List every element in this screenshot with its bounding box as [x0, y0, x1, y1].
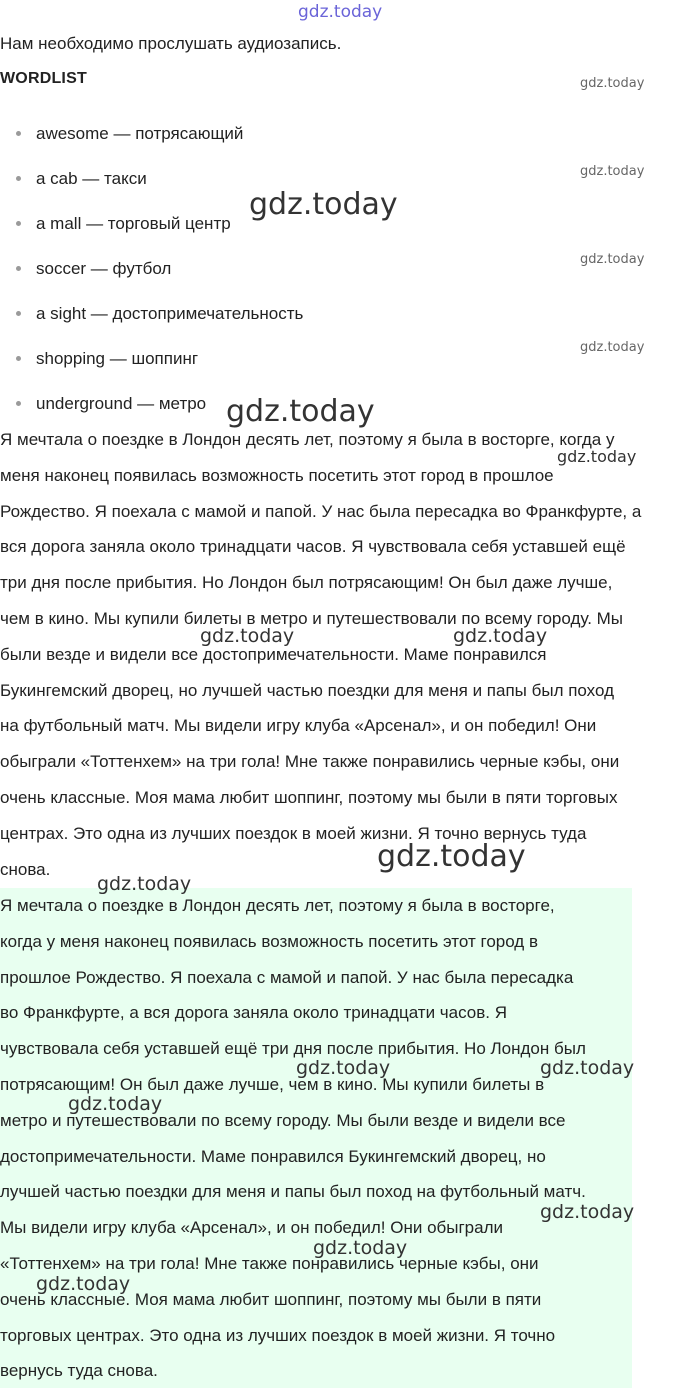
story-line: Я мечтала о поездке в Лондон десять лет, поэтому я была в восторге, когда у: [0, 430, 615, 449]
watermark: gdz.today: [580, 164, 645, 179]
answer-line: во Франкфурте, а вся дорога заняла около тринадцати часов. Я: [0, 1003, 508, 1023]
answer-line: очень классные. Моя мама любит шоппинг, поэтому мы были в пяти: [0, 1289, 542, 1309]
wordlist-item: shopping — шоппинг: [0, 336, 303, 381]
answer-text: [0, 888, 635, 1389]
watermark: gdz.today: [377, 839, 526, 874]
wordlist-item: soccer — футбол: [0, 246, 303, 291]
answer-line: чувствовала себя уставшей ещё три дня после прибытия. Но Лондон был: [0, 1039, 586, 1059]
story-line: меня наконец появилась возможность посетить этот город в прошлое: [0, 465, 554, 485]
watermark: gdz.today: [36, 1273, 131, 1295]
story-line: очень классные. Моя мама любит шоппинг, поэтому мы были в пяти торговых: [0, 787, 618, 807]
story-line: вся дорога заняла около тринадцати часов. Я чувствовала себя уставшей ещё: [0, 537, 626, 557]
watermark: gdz.today: [298, 2, 383, 22]
bullet-icon: [16, 131, 21, 136]
answer-line: торговых центрах. Это одна из лучших поездок в моей жизни. Я точно: [0, 1325, 556, 1345]
answer-line: лучшей частью поездки для меня и папы был поход на футбольный матч.: [0, 1182, 586, 1202]
wordlist-item: a sight — достопримечательность: [0, 291, 303, 336]
answer-line: Я мечтала о поездке в Лондон десять лет, поэтому я была в восторге,: [0, 896, 555, 915]
watermark: gdz.today: [580, 252, 645, 267]
watermark: gdz.today: [580, 340, 645, 355]
intro-text: Нам необходимо прослушать аудиозапись.: [0, 34, 342, 53]
story-text: [0, 422, 680, 887]
wordlist-item: a cab — такси: [0, 156, 303, 201]
story-line: обыграли «Тоттенхем» на три гола! Мне также понравились черные кэбы, они: [0, 752, 620, 772]
watermark: gdz.today: [226, 394, 375, 429]
watermark: gdz.today: [453, 625, 548, 647]
bullet-icon: [16, 266, 21, 271]
story-line: были везде и видели все достопримечательности. Маме понравился: [0, 644, 547, 664]
watermark: gdz.today: [296, 1057, 391, 1079]
watermark: gdz.today: [68, 1093, 163, 1115]
story-line: Рождество. Я поехала с мамой и папой. У нас была пересадка во Франкфурте, а: [0, 501, 642, 521]
answer-line: «Тоттенхем» на три гола! Мне также понравились черные кэбы, они: [0, 1253, 539, 1273]
answer-line: вернусь туда снова.: [0, 1361, 158, 1381]
bullet-icon: [16, 311, 21, 316]
watermark: gdz.today: [97, 873, 192, 895]
watermark: gdz.today: [540, 1201, 635, 1223]
watermark: gdz.today: [540, 1057, 635, 1079]
wordlist-item: awesome — потрясающий: [0, 111, 303, 156]
story-line: на футбольный матч. Мы видели игру клуба «Арсенал», и он победил! Они: [0, 716, 597, 736]
bullet-icon: [16, 176, 21, 181]
watermark: gdz.today: [580, 76, 645, 91]
wordlist-item: underground — метро: [0, 381, 303, 426]
wordlist: [0, 111, 303, 426]
wordlist-item: a mall — торговый центр: [0, 201, 303, 246]
story-line: Букингемский дворец, но лучшей частью поездки для меня и папы был поход: [0, 680, 614, 700]
wordlist-heading: WORDLIST: [0, 70, 87, 87]
answer-line: метро и путешествовали по всему городу. Мы были везде и видели все: [0, 1110, 566, 1130]
bullet-icon: [16, 221, 21, 226]
story-line: центрах. Это одна из лучших поездок в моей жизни. Я точно вернусь туда: [0, 823, 587, 843]
watermark: gdz.today: [313, 1237, 408, 1259]
bullet-icon: [16, 401, 21, 406]
story-line: снова.: [0, 859, 51, 879]
answer-line: потрясающим! Он был даже лучше, чем в кино. Мы купили билеты в: [0, 1074, 545, 1094]
answer-line: достопримечательности. Маме понравился Букингемский дворец, но: [0, 1146, 546, 1166]
watermark: gdz.today: [200, 625, 295, 647]
story-line: три дня после прибытия. Но Лондон был потрясающим! Он был даже лучше,: [0, 573, 613, 593]
answer-line: прошлое Рождество. Я поехала с мамой и папой. У нас была пересадка: [0, 967, 574, 987]
story-line: чем в кино. Мы купили билеты в метро и путешествовали по всему городу. Мы: [0, 608, 624, 628]
watermark: gdz.today: [249, 187, 398, 222]
answer-line: когда у меня наконец появилась возможность посетить этот город в: [0, 931, 538, 951]
answer-line: Мы видели игру клуба «Арсенал», и он победил! Они обыграли: [0, 1218, 504, 1238]
bullet-icon: [16, 356, 21, 361]
watermark: gdz.today: [557, 447, 637, 466]
answer-block: [0, 888, 635, 1388]
